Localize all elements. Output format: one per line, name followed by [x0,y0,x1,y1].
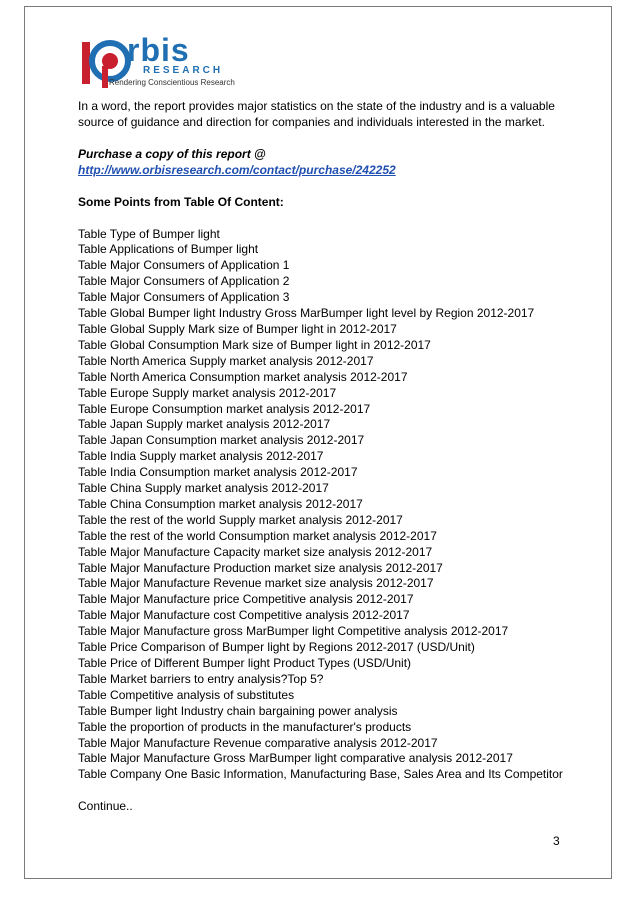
toc-item: Table Company One Basic Information, Manufacturing Base, Sales Area and Its Competitor [78,767,563,782]
toc-item: Table Competitive analysis of substitutes [78,687,295,702]
toc-item: Table North America Supply market analysis 2012-2017 [78,353,374,368]
toc-item: Table Global Bumper light Industry Gross MarBumper light level by Region 2012-2017 [78,306,535,321]
toc-item: Table Major Consumers of Application 3 [78,290,290,305]
toc-item: Table Major Manufacture Capacity market size analysis 2012-2017 [78,544,433,559]
toc-item: Table Applications of Bumper light [78,242,259,257]
toc-item: Table Market barriers to entry analysis?Top 5? [78,671,324,686]
toc-item: Table Global Supply Mark size of Bumper light in 2012-2017 [78,321,397,336]
toc-item: Table Major Manufacture Revenue comparative analysis 2012-2017 [78,735,438,750]
toc-item: Table Major Manufacture Revenue market size analysis 2012-2017 [78,576,434,591]
toc-item: Table China Supply market analysis 2012-2017 [78,481,329,496]
toc-list [78,226,563,784]
toc-item: Table Major Manufacture cost Competitive analysis 2012-2017 [78,608,410,623]
toc-item: Table Major Consumers of Application 1 [78,258,290,273]
toc-item: Table Major Manufacture Production market size analysis 2012-2017 [78,560,443,575]
continue-text: Continue.. [78,799,133,814]
toc-item: Table Major Manufacture gross MarBumper light Competitive analysis 2012-2017 [78,624,509,639]
toc-item: Table Europe Consumption market analysis 2012-2017 [78,401,371,416]
toc-item: Table Bumper light Industry chain bargaining power analysis [78,703,398,718]
toc-item: Table Japan Consumption market analysis 2012-2017 [78,433,365,448]
toc-item: Table the rest of the world Consumption market analysis 2012-2017 [78,528,437,543]
toc-item: Table Japan Supply market analysis 2012-2017 [78,417,331,432]
toc-item: Table Europe Supply market analysis 2012-2017 [78,385,337,400]
purchase-label: Purchase a copy of this report @ [78,146,266,161]
logo-wordmark: rbis [127,32,190,68]
toc-item: Table the proportion of products in the manufacturer's products [78,719,412,734]
intro-paragraph: In a word, the report provides major statistics on the state of the industry and is a valuable source of guidance and direction for companies and individuals interested in the market. [78,99,555,129]
toc-item: Table the rest of the world Supply market analysis 2012-2017 [78,512,403,527]
document-body [78,99,563,815]
toc-item: Table North America Consumption market analysis 2012-2017 [78,369,408,384]
logo-subtitle: RESEARCH [143,65,224,76]
toc-item: Table India Consumption market analysis 2012-2017 [78,465,358,480]
toc-item: Table Price of Different Bumper light Product Types (USD/Unit) [78,656,412,670]
purchase-link[interactable]: http://www.orbisresearch.com/contact/purchase/242252 [78,162,396,177]
toc-item: Table Global Consumption Mark size of Bumper light in 2012-2017 [78,337,431,352]
toc-item: Table Major Manufacture price Competitive analysis 2012-2017 [78,592,414,607]
toc-item: Table China Consumption market analysis 2012-2017 [78,496,363,511]
page-number: 3 [553,834,560,848]
toc-item: Table Major Consumers of Application 2 [78,274,290,289]
toc-item: Table Major Manufacture Gross MarBumper light comparative analysis 2012-2017 [78,751,513,766]
toc-heading: Some Points from Table Of Content: [78,194,284,209]
toc-item: Table Price Comparison of Bumper light by Regions 2012-2017 (USD/Unit) [78,640,475,655]
logo-tagline: Rendering Conscientious Research [109,78,235,87]
toc-item: Table Type of Bumper light [78,226,220,241]
toc-item: Table India Supply market analysis 2012-2017 [78,449,324,464]
